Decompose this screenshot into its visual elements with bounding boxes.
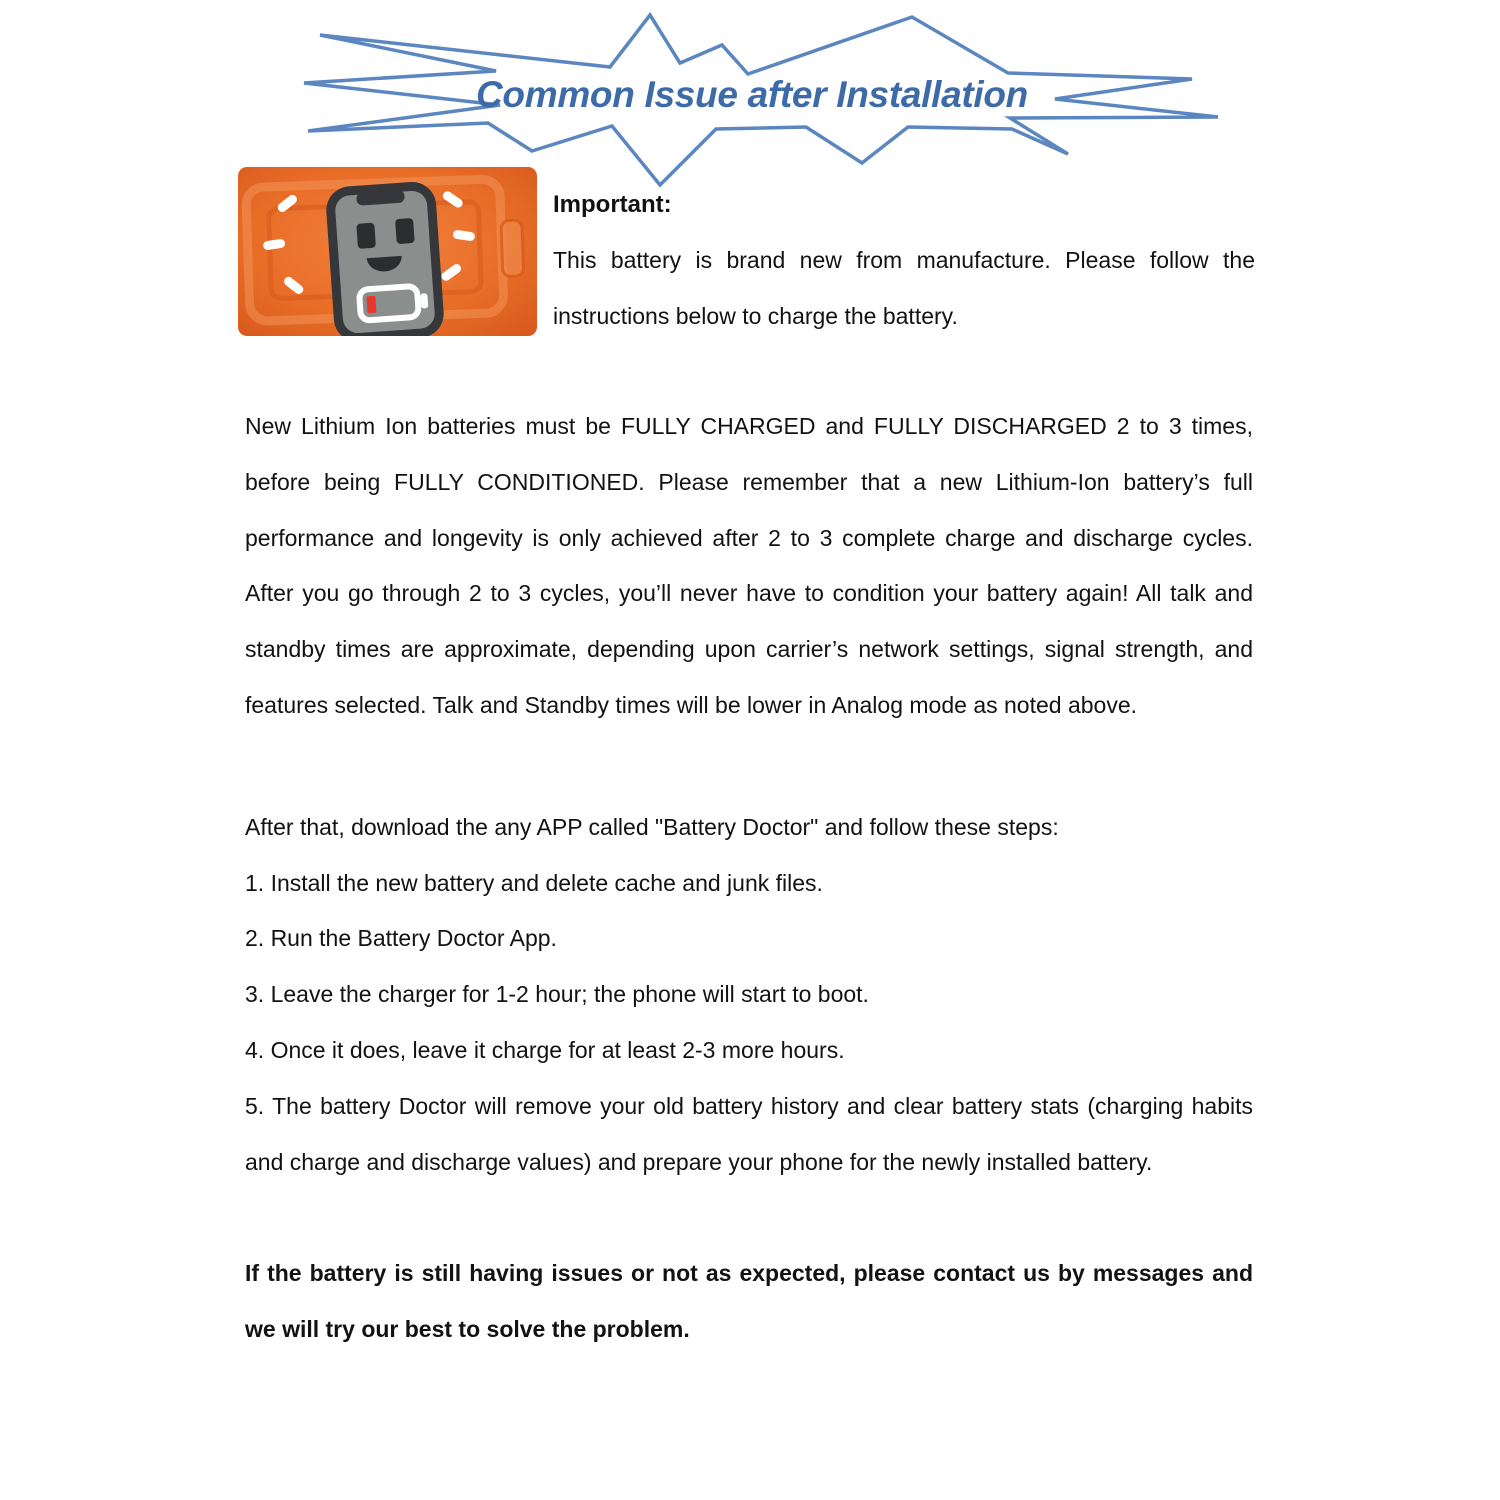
battery-terminal — [420, 293, 428, 308]
paragraph-conditioning: New Lithium Ion batteries must be FULLY CHARGED and FULLY DISCHARGED 2 to 3 times, before being FULLY CONDITIONED. Please remember that a new Lithium-Ion battery’s full performance and longevity is only achieved after 2 to 3 complete charge and discharge cycles. After you go through 2 to 3 cycles, you’ll never have to condition your battery again! All talk and standby times are approximate, depending upon carrier’s network settings, signal strength, and features selected. Talk and Standby times will be lower in Analog mode as noted above. — [245, 413, 1253, 718]
body-text — [245, 399, 1253, 1358]
low-battery-illustration — [238, 167, 537, 336]
battery-charge-bar — [366, 296, 376, 314]
step-3: 3. Leave the charger for 1-2 hour; the phone will start to boot. — [245, 981, 869, 1008]
step-2: 2. Run the Battery Doctor App. — [245, 925, 557, 952]
important-heading: Important: — [553, 191, 672, 218]
important-note — [553, 177, 1255, 344]
step-5: 5. The battery Doctor will remove your old battery history and clear battery stats (charging habits and charge and discharge values) and prepare your phone for the newly installed battery. — [245, 1092, 1253, 1175]
low-battery-illustration-svg — [238, 167, 537, 336]
step-1: 1. Install the new battery and delete cache and junk files. — [245, 869, 823, 896]
left-eye — [356, 223, 376, 249]
sad-phone — [325, 180, 446, 336]
title-banner — [298, 6, 1220, 192]
important-body: This battery is brand new from manufacture. Please follow the instructions below to charge the battery. — [553, 246, 1255, 329]
page-title: Common Issue after Installation — [476, 74, 1028, 115]
right-eye — [395, 218, 415, 244]
step-4: 4. Once it does, leave it charge for at least 2-3 more hours. — [245, 1036, 845, 1063]
paragraph-app-intro: After that, download the any APP called "Battery Doctor" and follow these steps: — [245, 813, 1059, 840]
paragraph-contact: If the battery is still having issues or not as expected, please contact us by messages and we will try our best to solve the problem. — [245, 1260, 1253, 1343]
